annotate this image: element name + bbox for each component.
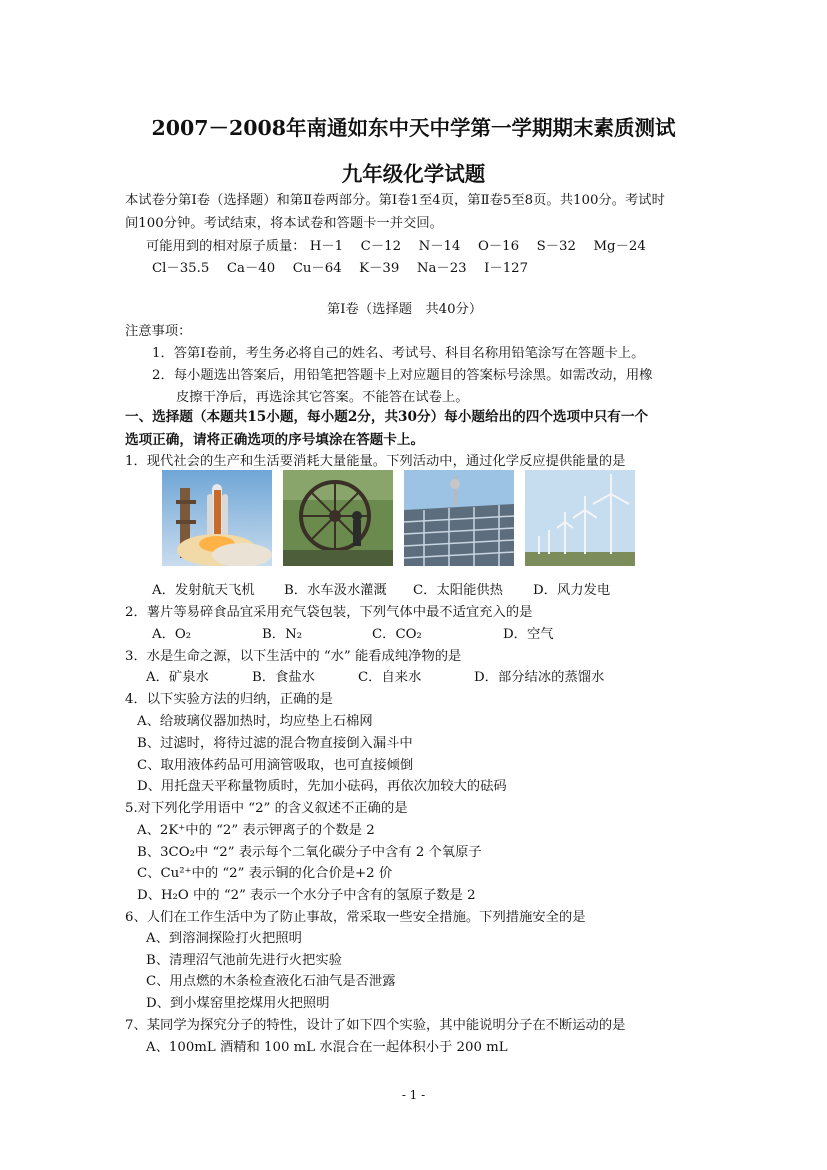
exam-title: 2007－2008年南通如东中天中学第一学期期末素质测试: [151, 116, 676, 140]
q3-option-b: B．食盐水: [252, 670, 315, 685]
q1-option-d: D．风力发电: [533, 583, 611, 598]
q2-option-d: D．空气: [503, 627, 554, 642]
solar-heater-photo: [404, 470, 514, 566]
q4-option-d: D、用托盘天平称量物质时，先加小砝码，再依次加较大的砝码: [137, 779, 507, 794]
atomic-mass-line-2: Cl－35.5 Ca－40 Cu－64 K－39 Na－23 I－127: [152, 261, 529, 276]
q5-option-a: A、2K⁺中的 “2” 表示钾离子的个数是 2: [137, 823, 375, 838]
q1-option-c: C．太阳能供热: [413, 583, 503, 598]
q5-option-d: D、H₂O 中的 “2” 表示一个水分子中含有的氢原子数是 2: [137, 888, 476, 903]
question-3-stem: 3．水是生命之源，以下生活中的 “水” 能看成纯净物的是: [125, 649, 462, 664]
space-shuttle-photo: [162, 470, 272, 566]
q6-option-c: C、用点燃的木条检查液化石油气是否泄露: [146, 974, 396, 989]
q5-option-b: B、3CO₂中 “2” 表示每个二氧化碳分子中含有 2 个氧原子: [137, 845, 482, 860]
q6-option-d: D、到小煤窑里挖煤用火把照明: [146, 996, 330, 1011]
note-2a: 2．每小题选出答案后，用铅笔把答题卡上对应题目的答案标号涂黑。如需改动，用橡: [152, 368, 653, 383]
q1-option-a: A．发射航天飞机: [152, 583, 255, 598]
q2-option-c: C．CO₂: [372, 627, 422, 642]
exam-subtitle: 九年级化学试题: [341, 162, 486, 186]
question-5-stem: 5.对下列化学用语中 “2” 的含义叙述不正确的是: [125, 801, 408, 816]
question-1-stem: 1．现代社会的生产和生活要消耗大量能量。下列活动中，通过化学反应提供能量的是: [125, 454, 626, 469]
q3-option-d: D．部分结冰的蒸馏水: [474, 670, 605, 685]
atomic-mass-line-1: 可能用到的相对原子质量： H－1 C－12 N－14 O－16 S－32 Mg－24: [146, 239, 646, 254]
q7-option-a: A、100mL 酒精和 100 mL 水混合在一起体积小于 200 mL: [146, 1040, 508, 1055]
q2-option-b: B．N₂: [262, 627, 303, 642]
q4-option-c: C、取用液体药品可用滴管吸取，也可直接倾倒: [137, 758, 414, 773]
q6-option-a: A、到溶洞探险打火把照明: [146, 931, 302, 946]
q3-option-a: A．矿泉水: [146, 670, 209, 685]
part-heading-2: 选项正确，请将正确选项的序号填涂在答题卡上。: [125, 432, 425, 448]
q5-option-c: C、Cu²⁺中的 “2” 表示铜的化合价是+2 价: [137, 866, 393, 881]
intro-line-2: 间100分钟。考试结束，将本试卷和答题卡一并交回。: [125, 216, 443, 231]
water-wheel-photo: [283, 470, 393, 566]
note-2b: 皮擦干净后，再选涂其它答案。不能答在试卷上。: [176, 390, 469, 405]
q4-option-a: A、给玻璃仪器加热时，均应垫上石棉网: [137, 714, 373, 729]
question-1-options: [0, 579, 827, 599]
question-2-options: [0, 623, 827, 643]
question-6-stem: 6、人们在工作生活中为了防止事故，常采取一些安全措施。下列措施安全的是: [125, 910, 586, 925]
q6-option-b: B、清理沼气池前先进行火把实验: [146, 953, 342, 968]
intro-line-1: 本试卷分第Ⅰ卷（选择题）和第Ⅱ卷两部分。第Ⅰ卷1至4页，第Ⅱ卷5至8页。共100分。考试时: [125, 193, 665, 208]
part-heading-1: 一、选择题（本题共15小题，每小题2分，共30分）每小题给出的四个选项中只有一个: [125, 409, 649, 425]
question-3-options: [0, 666, 827, 686]
page-number: - 1 -: [401, 1088, 426, 1102]
note-1: 1．答第Ⅰ卷前，考生务必将自己的姓名、考试号、科目名称用铅笔涂写在答题卡上。: [152, 346, 645, 361]
notes-label: 注意事项：: [125, 324, 192, 339]
q3-option-c: C．自来水: [358, 670, 422, 685]
wind-turbines-photo: [525, 470, 635, 566]
section-heading: 第Ⅰ卷（选择题 共40分）: [327, 302, 483, 317]
q4-option-b: B、过滤时，将待过滤的混合物直接倒入漏斗中: [137, 736, 413, 751]
question-4-stem: 4．以下实验方法的归纳，正确的是: [125, 692, 333, 707]
question-7-stem: 7、某同学为探究分子的特性，设计了如下四个实验，其中能说明分子在不断运动的是: [125, 1018, 626, 1033]
q1-option-b: B．水车汲水灌溉: [284, 583, 387, 598]
q2-option-a: A．O₂: [152, 627, 192, 642]
question-2-stem: 2．薯片等易碎食品宜采用充气袋包装，下列气体中最不适宜充入的是: [125, 605, 533, 620]
